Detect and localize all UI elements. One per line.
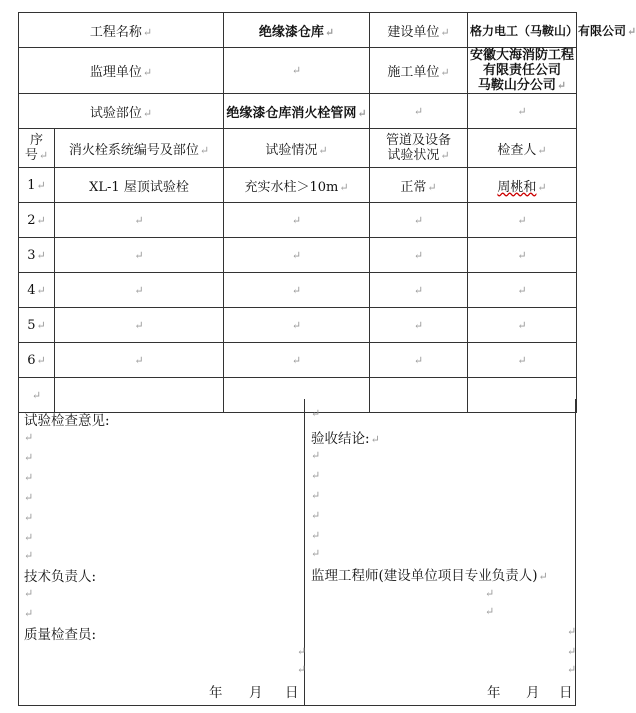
test-part-extra: ↵ [370, 94, 468, 129]
table-row [19, 238, 577, 273]
project-name-value: 绝缘漆仓库↵ [224, 13, 370, 48]
left-date-month: 月 [249, 685, 263, 701]
row-test: ↵ [224, 203, 370, 238]
test-part-label: 试验部位↵ [19, 94, 224, 129]
return-mark: ↵ [24, 511, 34, 524]
col-system-header: 消火栓系统编号及部位↵ [55, 129, 224, 168]
table-row [19, 308, 577, 343]
right-date-day: 日 [559, 685, 573, 701]
col-test-header: 试验情况↵ [224, 129, 370, 168]
return-mark: ↵ [311, 509, 321, 522]
row-inspector: 周桃和↵ [468, 168, 577, 203]
return-mark: ↵ [24, 431, 34, 444]
row-test: 充实水柱＞10m↵ [224, 168, 370, 203]
return-mark: ↵ [311, 547, 321, 560]
row-project [19, 13, 577, 48]
row-system: ↵ [55, 203, 224, 238]
row-system: ↵ [55, 238, 224, 273]
return-mark: ↵ [567, 663, 577, 676]
row-seq: 4↵ [19, 273, 55, 308]
row-system: ↵ [55, 273, 224, 308]
row-seq: 2↵ [19, 203, 55, 238]
return-mark: ↵ [297, 645, 307, 658]
row-seq: 6↵ [19, 343, 55, 378]
row-seq: 3↵ [19, 238, 55, 273]
row-pipe: ↵ [370, 343, 468, 378]
return-mark: ↵ [311, 469, 321, 482]
col-inspector-header: 检查人↵ [468, 129, 577, 168]
row-test: ↵ [224, 308, 370, 343]
table-row [19, 203, 577, 238]
row-seq: 5↵ [19, 308, 55, 343]
acceptance-label: 验收结论:↵ [311, 431, 380, 447]
row-pipe: ↵ [370, 273, 468, 308]
right-date-year: 年 [487, 685, 501, 701]
return-mark: ↵ [24, 549, 34, 562]
row-inspector: ↵ [468, 273, 577, 308]
row-inspector: ↵ [468, 238, 577, 273]
table-row [19, 343, 577, 378]
contractor-value: 安徽大海消防工程有限责任公司 马鞍山分公司↵ [468, 48, 577, 94]
row-supervisor [19, 48, 577, 94]
col-pipe-header: 管道及设备 试验状况↵ [370, 129, 468, 168]
row-test: ↵ [224, 273, 370, 308]
return-mark: ↵ [485, 605, 495, 618]
return-mark: ↵ [24, 491, 34, 504]
row-pipe: ↵ [370, 203, 468, 238]
builder-label: 建设单位↵ [370, 13, 468, 48]
row-seq: 1↵ [19, 168, 55, 203]
inspection-opinion-label: 试验检查意见: [24, 413, 110, 429]
left-date-year: 年 [209, 685, 223, 701]
left-date-day: 日 [285, 685, 299, 701]
right-date-month: 月 [526, 685, 540, 701]
record-table [18, 12, 636, 413]
row-column-headers [19, 129, 577, 168]
row-pipe: ↵ [370, 238, 468, 273]
row-system: ↵ [55, 343, 224, 378]
return-mark: ↵ [311, 529, 321, 542]
quality-inspector-label: 质量检查员: [24, 627, 97, 643]
table-row [19, 168, 577, 203]
row-system: XL-1 屋顶试验栓 [55, 168, 224, 203]
return-mark: ↵ [297, 663, 307, 676]
contractor-label: 施工单位↵ [370, 48, 468, 94]
project-name-label: 工程名称↵ [19, 13, 224, 48]
test-part-value: 绝缘漆仓库消火栓管网↵ [224, 94, 370, 129]
table-row [19, 273, 577, 308]
row-pipe: 正常↵ [370, 168, 468, 203]
row-inspector: ↵ [468, 203, 577, 238]
row-pipe: ↵ [370, 308, 468, 343]
section-divider [304, 399, 305, 705]
row-test: ↵ [224, 238, 370, 273]
tech-lead-label: 技术负责人: [24, 569, 97, 585]
return-mark: ↵ [24, 531, 34, 544]
row-test: ↵ [224, 343, 370, 378]
row-test-part [19, 94, 577, 129]
return-mark: ↵ [24, 471, 34, 484]
return-mark: ↵ [485, 587, 495, 600]
row-inspector: ↵ [468, 308, 577, 343]
supervisor-label: 监理单位↵ [19, 48, 224, 94]
return-mark: ↵ [311, 489, 321, 502]
return-mark: ↵ [311, 407, 321, 420]
row-inspector: ↵ [468, 343, 577, 378]
signature-section [18, 399, 576, 706]
fire-hydrant-test-record [18, 12, 636, 707]
return-mark: ↵ [311, 449, 321, 462]
col-seq-header: 序 号↵ [19, 129, 55, 168]
return-mark: ↵ [24, 451, 34, 464]
row-system: ↵ [55, 308, 224, 343]
return-mark: ↵ [567, 645, 577, 658]
return-mark: ↵ [24, 587, 34, 600]
row-seq: ↵ [19, 378, 55, 413]
return-mark: ↵ [24, 607, 34, 620]
return-mark: ↵ [567, 625, 577, 638]
supervisor-value: ↵ [224, 48, 370, 94]
engineer-label: 监理工程师(建设单位项目专业负责人)↵ [311, 568, 548, 584]
builder-value: 格力电工（马鞍山）有限公司↵ [468, 13, 577, 48]
test-part-extra-2: ↵ [468, 94, 577, 129]
